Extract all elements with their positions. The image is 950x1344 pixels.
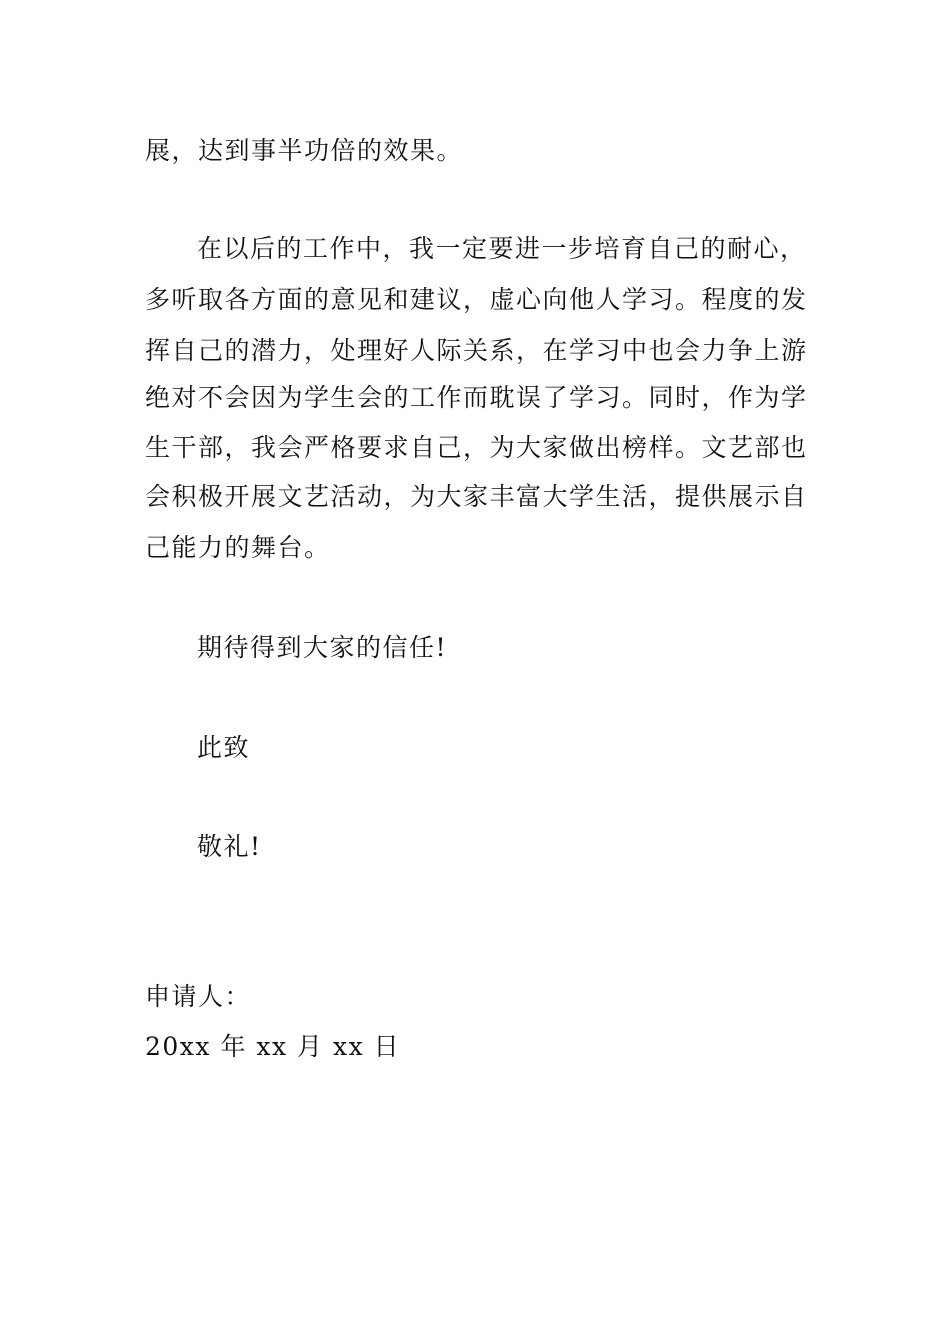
salutation-ci-zhi: 此致: [197, 733, 251, 762]
salutation-jing-li: 敬礼!: [197, 832, 262, 861]
closing-hope: 期待得到大家的信任!: [197, 633, 448, 662]
paragraph-line: 生干部，我会严格要求自己，为大家做出榜样。文艺部也: [145, 433, 808, 462]
paragraph-line: 多听取各方面的意见和建议，虚心向他人学习。程度的发: [145, 285, 808, 314]
paragraph-line: 绝对不会因为学生会的工作而耽误了学习。同时，作为学: [145, 383, 808, 412]
applicant-label: 申请人：: [145, 982, 252, 1011]
paragraph-line: 挥自己的潜力，处理好人际关系，在学习中也会力争上游: [145, 336, 808, 365]
paragraph-line: 己能力的舞台。: [145, 533, 331, 562]
continuation-line: 展，达到事半功倍的效果。: [145, 136, 464, 165]
date-line: 20xx 年 xx 月 xx 日: [145, 1032, 401, 1061]
paragraph-line: 在以后的工作中，我一定要进一步培育自己的耐心，: [197, 234, 807, 263]
paragraph-line: 会积极开展文艺活动，为大家丰富大学生活，提供展示自: [145, 482, 808, 511]
